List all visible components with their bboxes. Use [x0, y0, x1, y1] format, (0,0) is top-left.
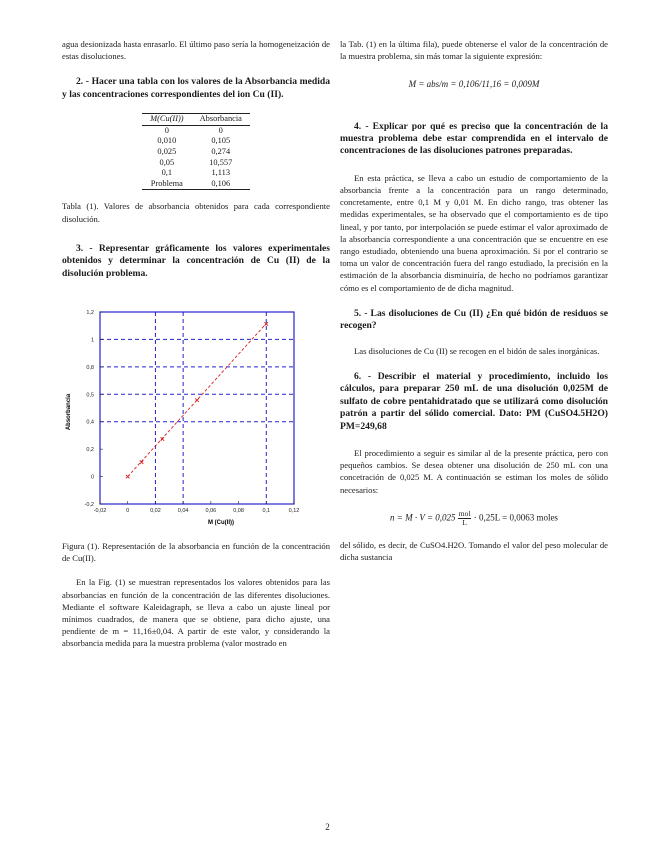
paragraph-continuation: la Tab. (1) en la última fila), puede obtenerse el valor de la concentración de la muestra problema, sin más tomar la siguiente expresión: [340, 39, 608, 62]
table-row: 0,1 1,113 [161, 168, 231, 178]
y-tick-label: 0,8 [86, 364, 94, 371]
chart-x-label: M (Cu(II)) [208, 520, 234, 526]
x-tick-label: 0,02 [150, 508, 161, 514]
paragraph-section-6: El procedimiento a seguir es similar al de la presente práctica, pero con pequeños cambios. Se desea obtener una disolución de 250 mL con una concetración de 0,025 M. A continuación se estiman los moles de sólido necesarios: [340, 447, 608, 495]
data-point [195, 398, 199, 402]
chart-x-ticks [94, 501, 300, 514]
paragraph-section-4: En esta práctica, se lleva a cabo un estudio de comportamiento de la absorbancia frente a la concentración para un rango determinado, concretamente, entre 0,1 M y 0,01 M. En dicho rango, tras obtener las medidas experimentales, se ha observado que el comportamiento es de tipo lineal, y por tanto, por interpolación se puede estimar el valor aproximado de la absorbancia correspondiente a una concentración que se encuentre en ese rango estudiado, obteniendo una buena aproximación. Si por el contrario se toma un valor de concentración fuera del rango estudiado, la precisión en la estimación de la absorbancia disminuiría, de hecho no podríamos garantizar cómo es el comportamiento de de dicha magnitud. [340, 172, 608, 293]
y-tick-label: 0,4 [86, 419, 94, 426]
table-row: 0 0 [164, 125, 223, 135]
y-tick-label: 1,2 [86, 310, 94, 316]
heading-section-6: 6. - Describir el material y procedimiento, incluido los cálculos, para preparar 250 mL de una disolución 0,025M de sulfato de cobre pentahidratado que se utilizará como disolución patrón a partir del sólido comercial. Dato: PM (CuSO4.5H2O) PM=249,68 [340, 370, 608, 432]
absorbance-table [142, 113, 250, 190]
y-tick-label: 0,2 [86, 447, 94, 454]
absorbance-chart [62, 308, 330, 526]
x-tick-label: 0,08 [233, 508, 244, 514]
fraction: $\frac{\text{mol}}{L}$ [458, 508, 471, 527]
y-tick-label: 0,5 [86, 392, 94, 399]
heading-section-5: 5. - Las disoluciones de Cu (II) ¿En qué bidón de residuos se recogen? [340, 307, 608, 332]
x-tick-label: 0,1 [262, 508, 271, 514]
y-tick-label: 0 [90, 474, 94, 481]
paragraph-top: agua desionizada hasta enrasarlo. El último paso sería la homogeneización de estas disoluciones. [62, 39, 330, 62]
table-row: 0,025 0,274 [157, 147, 231, 156]
x-tick-label: 0,06 [205, 508, 217, 514]
page-number: 2 [325, 822, 330, 832]
y-tick-label: -0,2 [84, 502, 94, 508]
data-point [126, 475, 130, 479]
heading-section-2: 2. - Hacer una tabla con los valores de la Absorbancia medida y las concentraciones correspondientes del ion Cu (II). [62, 76, 330, 100]
left-column [62, 38, 330, 650]
table-row: 0,05 10,557 [159, 157, 233, 167]
right-column [340, 38, 608, 563]
table-header: Absorbancia [192, 114, 250, 126]
paragraph-figure-discussion: En la Fig. (1) se muestran representados los valores obtenidos para las absorbancias en función de la concentración de las diferentes disoluciones. Mediante el software Kaleidagraph, se lleva a cabo un ajuste lineal por mínimos cuadrados, de manera que se obtiene, para dicho ajuste, una pendiente de m = 11,16±0,04. A partir de este valor, y considerando la absorbancia medida para la muestra problema (valor mostrado en [62, 577, 330, 649]
figure-caption: Figura (1). Representación de la absorbancia en función de la concentración de Cu(II). [62, 541, 330, 564]
table-row: Problema 0,106 [142, 179, 250, 190]
x-tick-label: 0,12 [288, 508, 300, 514]
x-tick-label: 0 [126, 508, 130, 514]
table-row: 0,010 0,105 [157, 136, 231, 146]
chart-svg [62, 308, 330, 526]
chart-y-label: Absorbancia [66, 393, 72, 431]
x-tick-label: 0,04 [177, 508, 189, 514]
table-header: M(Cu(II)) [142, 114, 191, 126]
heading-section-4: 4. - Explicar por qué es preciso que la concentración de la muestra problema debe estar comprendida en el intervalo de concentraciones de las disoluciones patrones preparadas. [340, 120, 608, 157]
paragraph-continues: del sólido, es decir, de CuSO4.H2O. Tomando el valor del peso molecular de dicha sustancia [340, 539, 608, 562]
x-tick-label: -0,02 [93, 508, 107, 514]
y-tick-label: 1 [90, 337, 94, 344]
equation-concentration: M = abs/m = 0,106/11,16 = 0,009M [408, 79, 540, 90]
heading-section-3: 3. - Representar gráficamente los valores experimentales obtenidos y determinar la concentración de Cu (II) de la disolución problema. [62, 242, 330, 279]
equation-moles: n = M · V = 0,025 $\frac{\text{mol}}{L}$ · 0,25L = 0,0063 moles [390, 508, 558, 527]
table-caption: Tabla (1). Valores de absorbancia obtenidos para cada correspondiente disolución. [62, 201, 330, 224]
paragraph-section-5: Las disoluciones de Cu (II) se recogen en el bidón de sales inorgánicas. [354, 345, 600, 356]
